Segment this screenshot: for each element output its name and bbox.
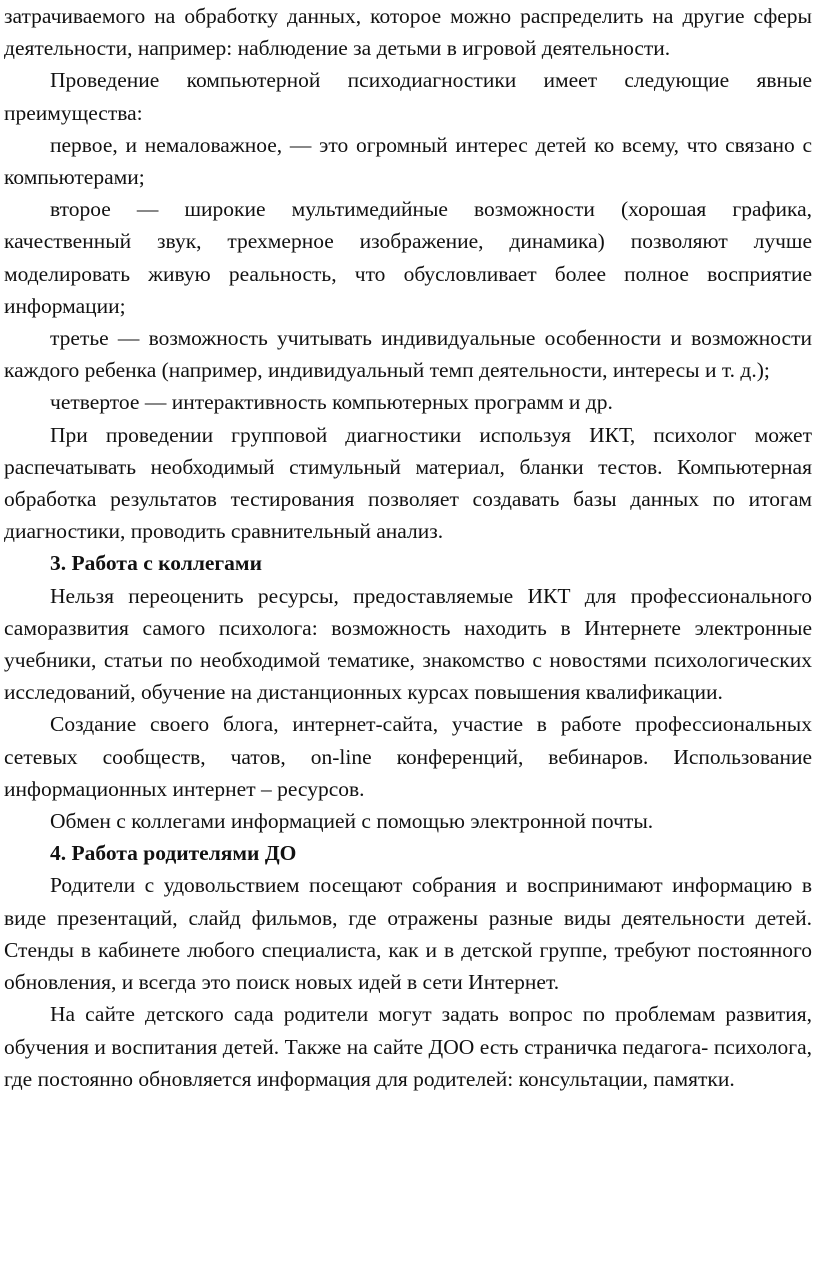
section-heading-parents: 4. Работа родителями ДО bbox=[50, 841, 297, 866]
paragraph-blog-creation: Создание своего блога, интернет-сайта, участие в работе профессиональных сетевых сообществ, чатов, on-line конференций, вебинаров. Использование информационных интернет – ресурсов. bbox=[4, 712, 812, 801]
paragraph-kindergarten-website: На сайте детского сада родители могут задать вопрос по проблемам развития, обучения и воспитания детей. Также на сайте ДОО есть страничка педагога- психолога, где постоянно обновляется информация для родителей: консультации, памятки. bbox=[4, 1002, 812, 1091]
paragraph-email-exchange: Обмен с коллегами информацией с помощью электронной почты. bbox=[50, 809, 654, 834]
paragraph-diagnostics-advantages: Проведение компьютерной психодиагностики имеет следующие явные преимущества: bbox=[4, 68, 812, 125]
section-heading-colleagues: 3. Работа с коллегами bbox=[50, 551, 262, 576]
paragraph-self-development: Нельзя переоценить ресурсы, предоставляемые ИКТ для профессионального саморазвития самого психолога: возможность находить в Интернете электронные учебники, статьи по необходимой тематике, знакомство с новостями психологических исследований, обучение на дистанционных курсах повышения квалификации. bbox=[4, 583, 812, 705]
paragraph-advantage-second: второе — широкие мультимедийные возможности (хорошая графика, качественный звук, трехмерное изображение, динамика) позволяют лучше моделировать живую реальность, что обусловливает более полное восприятие информации; bbox=[4, 197, 812, 318]
paragraph-parents-presentations: Родители с удовольствием посещают собрания и воспринимают информацию в виде презентаций, слайд фильмов, где отражены разные виды деятельности детей. Стенды в кабинете любого специалиста, как и в детской группе, требуют постоянного обновления, и всегда это поиск новых идей в сети Интернет. bbox=[4, 873, 812, 995]
paragraph-advantage-first: первое, и немаловажное, — это огромный интерес детей ко всему, что связано с компьютерами; bbox=[4, 132, 812, 190]
paragraph-continuation: затрачиваемого на обработку данных, которое можно распределить на другие сферы деятельности, например: наблюдение за детьми в игровой деятельности. bbox=[4, 4, 812, 61]
paragraph-group-diagnostics: При проведении групповой диагностики используя ИКТ, психолог может распечатывать необходимый стимульный материал, бланки тестов. Компьютерная обработка результатов тестирования позволяет создавать базы данных по итогам диагностики, проводить сравнительный анализ. bbox=[4, 422, 812, 544]
paragraph-advantage-fourth: четвертое — интерактивность компьютерных программ и др. bbox=[50, 390, 613, 415]
paragraph-advantage-third: третье — возможность учитывать индивидуальные особенности и возможности каждого ребенка (например, индивидуальный темп деятельности, интересы и т. д.); bbox=[4, 326, 812, 383]
document-page bbox=[4, 0, 812, 1095]
